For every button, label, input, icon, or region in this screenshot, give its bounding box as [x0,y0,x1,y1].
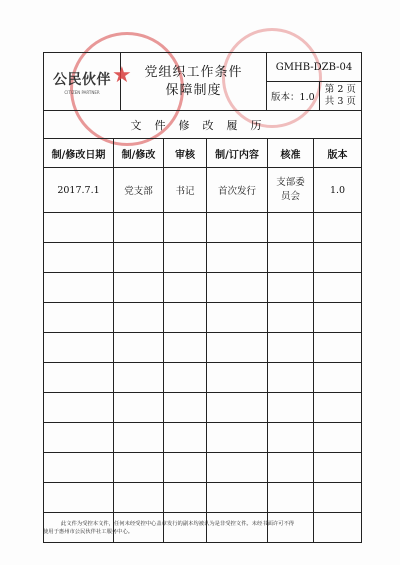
empty-cell [268,213,314,243]
empty-cell [114,393,164,423]
cell-editor: 党支部 [114,168,164,213]
page-total: 共 3 页 [324,96,356,107]
empty-table-row [44,393,362,423]
empty-cell [44,423,114,453]
empty-table-row [44,243,362,273]
empty-table-row [44,483,362,513]
empty-cell [114,333,164,363]
empty-cell [268,333,314,363]
party-star-icon: ★ [112,63,132,88]
empty-cell [207,213,268,243]
empty-cell [268,273,314,303]
cell-approver: 支部委员会 [268,168,314,213]
footer-line1: 此文件为受控本文件，任何未经受控中心盖章发行的副本均被认为是非受控文件。未经书面许可不得 [61,521,295,527]
empty-cell [114,303,164,333]
empty-cell [268,393,314,423]
empty-cell [207,363,268,393]
organization-logo: 公民伙伴 [53,71,111,88]
empty-table-row [44,213,362,243]
version-page-inner [267,82,361,110]
empty-table-row [44,333,362,363]
empty-cell [314,483,362,513]
empty-cell [268,423,314,453]
empty-cell [114,453,164,483]
empty-table-row [44,303,362,333]
empty-cell [268,453,314,483]
empty-table-row [44,363,362,393]
revision-history-title: 文件修改履历 [44,111,362,139]
empty-cell [314,453,362,483]
empty-cell [207,483,268,513]
cell-content: 首次发行 [207,168,268,213]
empty-cell [114,243,164,273]
empty-table-row [44,423,362,453]
empty-cell [164,213,207,243]
empty-cell [207,393,268,423]
column-header-approver: 核准 [268,139,314,168]
page-info [319,82,361,110]
document-sheet [43,52,361,543]
empty-cell [164,393,207,423]
footer-note [43,520,361,537]
page-number: 第 2 页 [324,84,356,96]
empty-cell [207,333,268,363]
blank-rows [44,213,362,543]
empty-cell [164,333,207,363]
empty-table-row [44,273,362,303]
revision-history-header-row [44,139,362,168]
empty-cell [44,453,114,483]
empty-cell [314,243,362,273]
empty-cell [207,243,268,273]
empty-table-row [44,453,362,483]
empty-cell [114,363,164,393]
empty-cell [114,423,164,453]
empty-cell [207,453,268,483]
column-header-version: 版本 [314,139,362,168]
empty-cell [164,423,207,453]
empty-cell [44,363,114,393]
version-page-cell [267,82,362,111]
empty-cell [114,213,164,243]
empty-cell [164,273,207,303]
empty-cell [164,453,207,483]
empty-cell [268,303,314,333]
cell-version: 1.0 [314,168,362,213]
empty-cell [114,273,164,303]
empty-cell [44,393,114,423]
empty-cell [164,303,207,333]
empty-cell [314,423,362,453]
table-row [44,168,362,213]
empty-cell [314,273,362,303]
document-title-line1: 党组织工作条件 [144,64,243,80]
empty-cell [207,303,268,333]
empty-cell [44,273,114,303]
cell-date: 2017.7.1 [44,168,114,213]
column-header-content: 制/订内容 [207,139,268,168]
empty-cell [314,333,362,363]
revision-history-table [43,111,362,543]
empty-cell [164,363,207,393]
empty-cell [164,483,207,513]
empty-cell [44,243,114,273]
document-title-line2: 保障制度 [165,82,222,98]
document-title [121,53,267,111]
empty-cell [268,243,314,273]
empty-cell [314,393,362,423]
logo-cell [44,53,121,111]
document-code: GMHB-DZB-04 [267,53,362,82]
document-header-table [43,52,362,111]
column-header-date: 制/修改日期 [44,139,114,168]
empty-cell [314,303,362,333]
column-header-editor: 制/修改 [114,139,164,168]
version-label: 版本：1.0 [267,82,319,110]
column-header-reviewer: 审核 [164,139,207,168]
empty-cell [268,483,314,513]
empty-cell [314,363,362,393]
empty-cell [44,303,114,333]
empty-cell [207,273,268,303]
empty-cell [44,213,114,243]
empty-cell [268,363,314,393]
organization-logo-subtext: CITIZEN PARTNER [64,89,100,95]
empty-cell [314,213,362,243]
empty-cell [44,333,114,363]
cell-reviewer: 书记 [164,168,207,213]
footer-line2: 使用于惠州市公民伙伴社工服务中心。 [43,529,134,536]
empty-cell [207,423,268,453]
empty-cell [164,243,207,273]
empty-cell [114,483,164,513]
empty-cell [44,483,114,513]
